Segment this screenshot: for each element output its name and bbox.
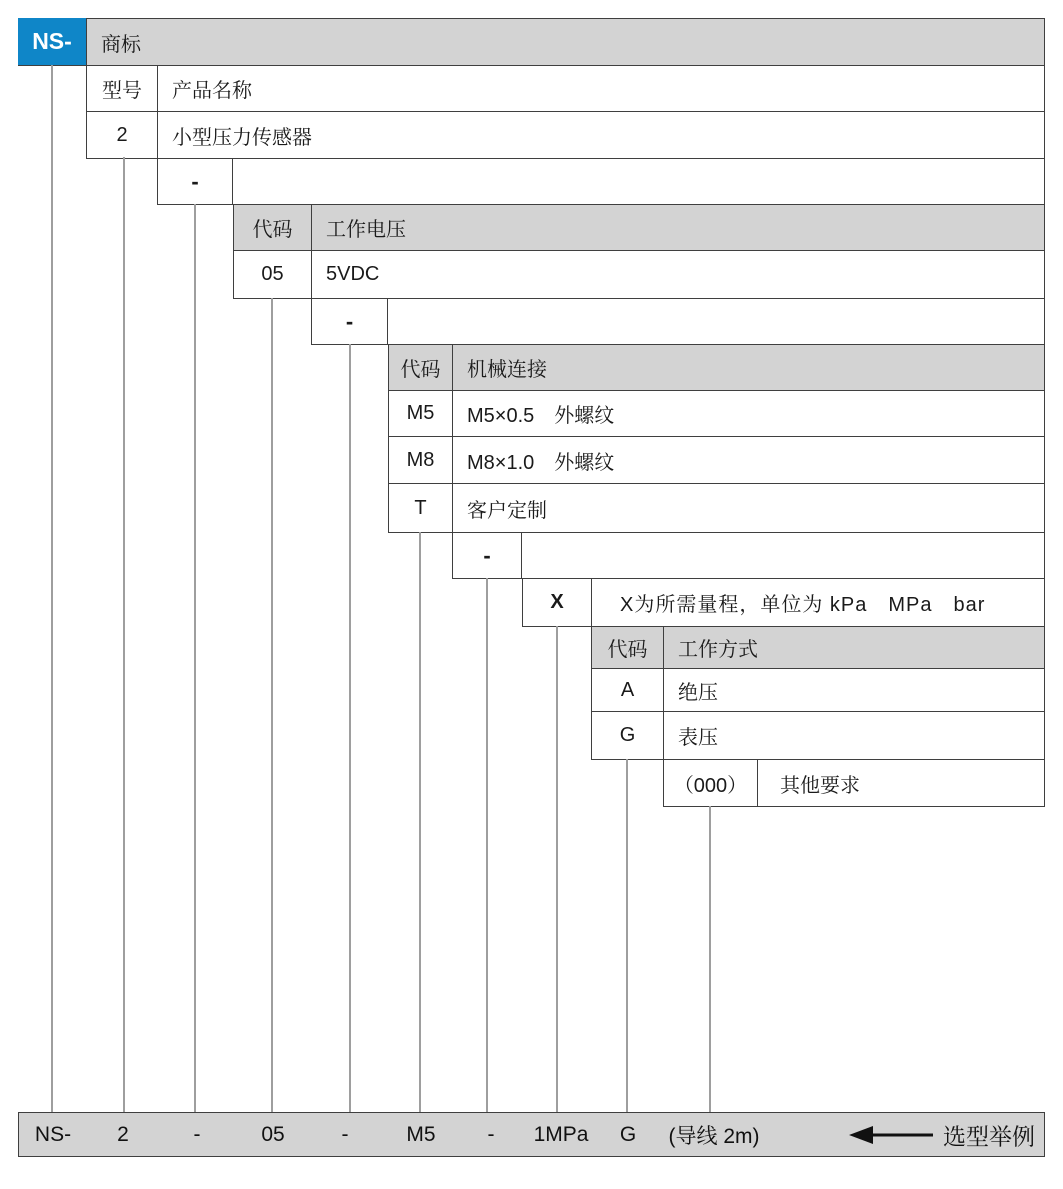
- voltage-header-row: [233, 204, 1045, 251]
- example-part-dash3: -: [487, 1122, 495, 1146]
- mech-desc-m8: M8×1.0 外螺纹: [467, 451, 615, 474]
- mode-row-a: [591, 668, 1045, 712]
- mech-row-t: [388, 483, 1045, 533]
- example-part-prefix: NS-: [34, 1122, 72, 1146]
- mode-header-code: 代码: [592, 627, 664, 668]
- table-right-edge-1: [1044, 158, 1046, 205]
- mech-desc-m5: M5×0.5 外螺纹: [467, 405, 615, 427]
- connector-line-dash3: [486, 578, 488, 1112]
- connector-line-prefix: [51, 65, 53, 1112]
- mech-code-m8: M8: [389, 437, 453, 483]
- other-desc: 其他要求: [780, 774, 860, 797]
- other-row: [663, 759, 1045, 807]
- trademark-row: [86, 18, 1045, 66]
- example-part-mode: G: [619, 1122, 637, 1146]
- mode-desc-g: 表压: [678, 727, 718, 749]
- connector-line-dash2: [349, 344, 351, 1112]
- voltage-header-desc: 工作电压: [326, 219, 406, 241]
- connector-line-model: [123, 157, 125, 1112]
- connector-line-mech: [419, 532, 421, 1112]
- model-desc: 小型压力传感器: [172, 126, 312, 149]
- connector-line-mode: [626, 759, 628, 1112]
- table-right-edge-2: [1044, 298, 1046, 345]
- mech-desc-t: 客户定制: [467, 499, 547, 522]
- mech-row-m5: [388, 390, 1045, 437]
- mech-header-desc: 机械连接: [467, 359, 547, 381]
- mech-code-t: T: [389, 484, 453, 532]
- voltage-row-05: [233, 250, 1045, 299]
- example-part-model: 2: [117, 1122, 129, 1146]
- mech-header-row: [388, 344, 1045, 391]
- example-part-wire: (导线 2m): [668, 1124, 760, 1148]
- other-code: （000）: [664, 760, 758, 806]
- example-part-voltage: 05: [261, 1122, 285, 1146]
- connector-line-other: [709, 806, 711, 1112]
- example-part-dash2: -: [341, 1122, 349, 1146]
- mech-row-m8: [388, 436, 1045, 484]
- range-desc: X为所需量程，单位为 kPa MPa bar: [620, 594, 986, 616]
- voltage-header-code: 代码: [234, 205, 312, 250]
- voltage-code: 05: [234, 251, 312, 298]
- example-label: 选型举例: [943, 1123, 1035, 1149]
- prefix-code-cell: NS-: [18, 18, 86, 66]
- connector-line-range: [556, 626, 558, 1112]
- mech-header-code: 代码: [389, 345, 453, 390]
- connector-line-dash1: [194, 204, 196, 1112]
- example-part-range: 1MPa: [533, 1122, 589, 1146]
- mode-row-g: [591, 711, 1045, 760]
- voltage-desc: 5VDC: [326, 263, 380, 285]
- separator-dash-2: -: [311, 298, 388, 345]
- trademark-label: 商标: [101, 33, 141, 56]
- model-header-desc: 产品名称: [172, 80, 252, 102]
- range-code: X: [523, 579, 592, 626]
- table-right-edge-3: [1044, 532, 1046, 579]
- separator-dash-3: -: [452, 532, 522, 579]
- model-header-code: 型号: [87, 66, 158, 111]
- mode-code-g: G: [592, 712, 664, 759]
- example-part-mech: M5: [406, 1122, 436, 1146]
- mech-code-m5: M5: [389, 391, 453, 436]
- mode-desc-a: 绝压: [678, 681, 718, 704]
- model-code: 2: [87, 112, 158, 158]
- example-part-dash1: -: [193, 1122, 201, 1146]
- model-header-row: [86, 65, 1045, 112]
- mode-header-row: [591, 626, 1045, 669]
- range-row: [522, 578, 1045, 627]
- mode-header-desc: 工作方式: [678, 639, 758, 661]
- model-row-2: [86, 111, 1045, 159]
- left-arrow-shaft: [869, 1133, 933, 1136]
- example-bar: [18, 1112, 1045, 1157]
- connector-line-voltage: [271, 298, 273, 1112]
- mode-code-a: A: [592, 669, 664, 711]
- separator-dash-1: -: [157, 158, 233, 205]
